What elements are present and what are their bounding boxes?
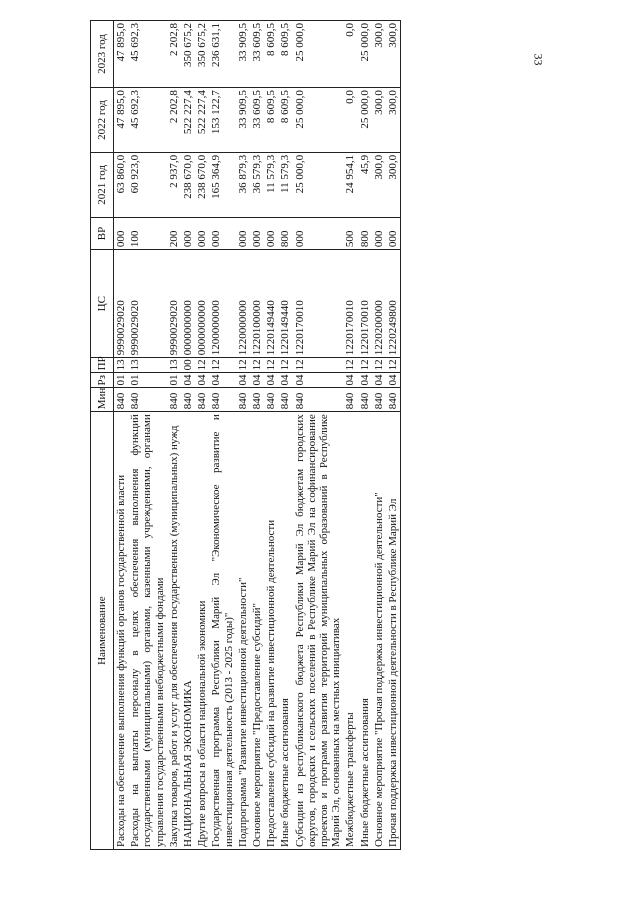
cell-2023: 25 000,0 <box>358 21 372 88</box>
cell-rz: 04 <box>209 373 235 388</box>
cell-vr: 200 <box>167 217 181 249</box>
cell-2022: 47 895,0 <box>114 88 129 153</box>
table-row <box>250 21 264 850</box>
cell-2023: 33 609,5 <box>250 21 264 88</box>
cell-min: 840 <box>250 388 264 412</box>
cell-2023: 350 675,2 <box>181 21 195 88</box>
header-2021: 2021 год <box>91 152 114 217</box>
cell-cs: 1220149440 <box>264 250 278 358</box>
cell-min: 840 <box>343 388 357 412</box>
cell-rz: 04 <box>264 373 278 388</box>
cell-2022: 45 692,3 <box>128 88 167 153</box>
cell-name: Предоставление субсидий на развитие инвестиционной деятельности <box>264 412 278 850</box>
cell-cs: 1220100000 <box>250 250 264 358</box>
cell-pr: 12 <box>372 358 386 373</box>
cell-vr: 000 <box>386 217 401 249</box>
cell-2021: 238 670,0 <box>181 152 195 217</box>
cell-2022: 25 000,0 <box>358 88 372 153</box>
cell-2021: 11 579,3 <box>278 152 292 217</box>
table-row <box>386 21 401 850</box>
cell-min: 840 <box>264 388 278 412</box>
cell-2021: 60 923,0 <box>128 152 167 217</box>
cell-pr: 12 <box>195 358 209 373</box>
cell-vr: 000 <box>250 217 264 249</box>
cell-2022: 2 202,8 <box>167 88 181 153</box>
cell-2021: 36 879,3 <box>236 152 250 217</box>
cell-min: 840 <box>386 388 401 412</box>
header-rz: Рз <box>91 373 114 388</box>
table-row <box>236 21 250 850</box>
cell-2023: 300,0 <box>372 21 386 88</box>
cell-2023: 47 895,0 <box>114 21 129 88</box>
cell-rz: 04 <box>181 373 195 388</box>
cell-cs: 1220000000 <box>236 250 250 358</box>
cell-2022: 8 609,5 <box>264 88 278 153</box>
cell-pr: 12 <box>264 358 278 373</box>
table-row <box>278 21 292 850</box>
page-number: 33 <box>531 53 546 66</box>
cell-pr: 12 <box>343 358 357 373</box>
table-row <box>372 21 386 850</box>
cell-name: Расходы на выплаты персоналу в целях обеспечения выполнения функций государственными (муниципальными) органами, казенными учреждениями, органами управления государственными внебюджетными фондами <box>128 412 167 850</box>
cell-vr: 100 <box>128 217 167 249</box>
cell-pr: 13 <box>114 358 129 373</box>
cell-rz: 04 <box>372 373 386 388</box>
header-2022: 2022 год <box>91 88 114 153</box>
table-row <box>128 21 167 850</box>
cell-2021: 300,0 <box>386 152 401 217</box>
cell-cs: 1220249800 <box>386 250 401 358</box>
table-row <box>195 21 209 850</box>
cell-2022: 300,0 <box>386 88 401 153</box>
cell-vr: 000 <box>372 217 386 249</box>
cell-name: Иные бюджетные ассигнования <box>358 412 372 850</box>
cell-vr: 000 <box>195 217 209 249</box>
cell-2023: 25 000,0 <box>293 21 344 88</box>
cell-name: Подпрограмма "Развитие инвестиционной деятельности" <box>236 412 250 850</box>
cell-pr: 12 <box>358 358 372 373</box>
cell-rz: 04 <box>195 373 209 388</box>
cell-2021: 11 579,3 <box>264 152 278 217</box>
cell-2023: 350 675,2 <box>195 21 209 88</box>
header-name: Наименование <box>91 412 114 850</box>
cell-name: Другие вопросы в области национальной экономики <box>195 412 209 850</box>
cell-2023: 33 909,5 <box>236 21 250 88</box>
table-row <box>114 21 129 850</box>
cell-2021: 36 579,3 <box>250 152 264 217</box>
cell-min: 840 <box>372 388 386 412</box>
cell-pr: 12 <box>278 358 292 373</box>
table-row <box>264 21 278 850</box>
cell-2022: 300,0 <box>372 88 386 153</box>
cell-vr: 000 <box>236 217 250 249</box>
table-row <box>293 21 344 850</box>
cell-2023: 45 692,3 <box>128 21 167 88</box>
cell-name: НАЦИОНАЛЬНАЯ ЭКОНОМИКА <box>181 412 195 850</box>
cell-min: 840 <box>195 388 209 412</box>
cell-2021: 63 860,0 <box>114 152 129 217</box>
cell-min: 840 <box>181 388 195 412</box>
cell-rz: 04 <box>236 373 250 388</box>
cell-2021: 165 364,9 <box>209 152 235 217</box>
cell-2023: 0,0 <box>343 21 357 88</box>
cell-cs: 1220170010 <box>343 250 357 358</box>
cell-cs: 9990029020 <box>114 250 129 358</box>
cell-cs: 1220149440 <box>278 250 292 358</box>
cell-rz: 04 <box>250 373 264 388</box>
cell-cs: 1220170010 <box>358 250 372 358</box>
cell-pr: 12 <box>293 358 344 373</box>
cell-min: 840 <box>358 388 372 412</box>
cell-2021: 300,0 <box>372 152 386 217</box>
cell-min: 840 <box>114 388 129 412</box>
cell-vr: 800 <box>278 217 292 249</box>
cell-name: Основное мероприятие "Предоставление субсидий" <box>250 412 264 850</box>
cell-min: 840 <box>236 388 250 412</box>
header-vr: ВР <box>91 217 114 249</box>
cell-rz: 04 <box>343 373 357 388</box>
cell-cs: 0000000000 <box>181 250 195 358</box>
cell-vr: 000 <box>181 217 195 249</box>
table-body <box>114 21 401 850</box>
cell-2021: 2 937,0 <box>167 152 181 217</box>
rotated-table-container <box>90 20 585 850</box>
cell-cs: 9990029020 <box>128 250 167 358</box>
cell-2023: 8 609,5 <box>264 21 278 88</box>
cell-cs: 0000000000 <box>195 250 209 358</box>
cell-2022: 0,0 <box>343 88 357 153</box>
header-cs: ЦС <box>91 250 114 358</box>
cell-pr: 13 <box>167 358 181 373</box>
cell-2021: 45,9 <box>358 152 372 217</box>
table-row <box>181 21 195 850</box>
cell-2021: 25 000,0 <box>293 152 344 217</box>
table-row <box>343 21 357 850</box>
cell-vr: 000 <box>114 217 129 249</box>
cell-min: 840 <box>293 388 344 412</box>
cell-name: Иные бюджетные ассигнования <box>278 412 292 850</box>
cell-rz: 04 <box>278 373 292 388</box>
cell-2023: 2 202,8 <box>167 21 181 88</box>
table-row <box>358 21 372 850</box>
table-row <box>209 21 235 850</box>
cell-min: 840 <box>278 388 292 412</box>
cell-pr: 12 <box>209 358 235 373</box>
cell-2023: 236 631,1 <box>209 21 235 88</box>
header-min: Мин <box>91 388 114 412</box>
cell-vr: 000 <box>209 217 235 249</box>
cell-name: Расходы на обеспечение выполнения функций органов государственной власти <box>114 412 129 850</box>
cell-pr: 12 <box>250 358 264 373</box>
cell-name: Государственная программа Республики Марий Эл "Экономическое развитие и инвестиционная деятельность (2013 - 2025 годы)" <box>209 412 235 850</box>
cell-2022: 522 227,4 <box>195 88 209 153</box>
cell-name: Субсидии из республиканского бюджета Республики Марий Эл бюджетам городских округов, городских и сельских поселений в Республике Марий Эл на софинансирование проектов и программ развития территорий муниципальных образований в Республике Марий Эл, основанных на местных инициативах <box>293 412 344 850</box>
cell-2022: 33 909,5 <box>236 88 250 153</box>
cell-vr: 500 <box>343 217 357 249</box>
cell-cs: 1220170010 <box>293 250 344 358</box>
budget-table <box>90 20 401 850</box>
cell-2022: 153 122,7 <box>209 88 235 153</box>
cell-rz: 01 <box>114 373 129 388</box>
cell-pr: 00 <box>181 358 195 373</box>
cell-2023: 8 609,5 <box>278 21 292 88</box>
cell-name: Прочая поддержка инвестиционной деятельности в Республике Марий Эл <box>386 412 401 850</box>
cell-name: Межбюджетные трансферты <box>343 412 357 850</box>
cell-rz: 04 <box>386 373 401 388</box>
cell-name: Основное мероприятие "Прочая поддержка инвестиционной деятельности" <box>372 412 386 850</box>
cell-rz: 01 <box>167 373 181 388</box>
cell-2022: 25 000,0 <box>293 88 344 153</box>
cell-vr: 000 <box>264 217 278 249</box>
cell-min: 840 <box>167 388 181 412</box>
cell-2021: 238 670,0 <box>195 152 209 217</box>
cell-pr: 13 <box>128 358 167 373</box>
cell-2023: 300,0 <box>386 21 401 88</box>
cell-2022: 8 609,5 <box>278 88 292 153</box>
cell-min: 840 <box>128 388 167 412</box>
cell-pr: 12 <box>386 358 401 373</box>
cell-rz: 01 <box>128 373 167 388</box>
cell-2022: 33 609,5 <box>250 88 264 153</box>
header-pr: ПР <box>91 358 114 373</box>
cell-min: 840 <box>209 388 235 412</box>
cell-2021: 24 954,1 <box>343 152 357 217</box>
cell-vr: 000 <box>293 217 344 249</box>
header-2023: 2023 год <box>91 21 114 88</box>
table-row <box>167 21 181 850</box>
cell-vr: 800 <box>358 217 372 249</box>
cell-rz: 04 <box>293 373 344 388</box>
table-header <box>91 21 114 850</box>
cell-2022: 522 227,4 <box>181 88 195 153</box>
cell-cs: 9990029020 <box>167 250 181 358</box>
cell-name: Закупка товаров, работ и услуг для обеспечения государственных (муниципальных) нужд <box>167 412 181 850</box>
cell-pr: 12 <box>236 358 250 373</box>
cell-rz: 04 <box>358 373 372 388</box>
cell-cs: 1200000000 <box>209 250 235 358</box>
cell-cs: 1220200000 <box>372 250 386 358</box>
